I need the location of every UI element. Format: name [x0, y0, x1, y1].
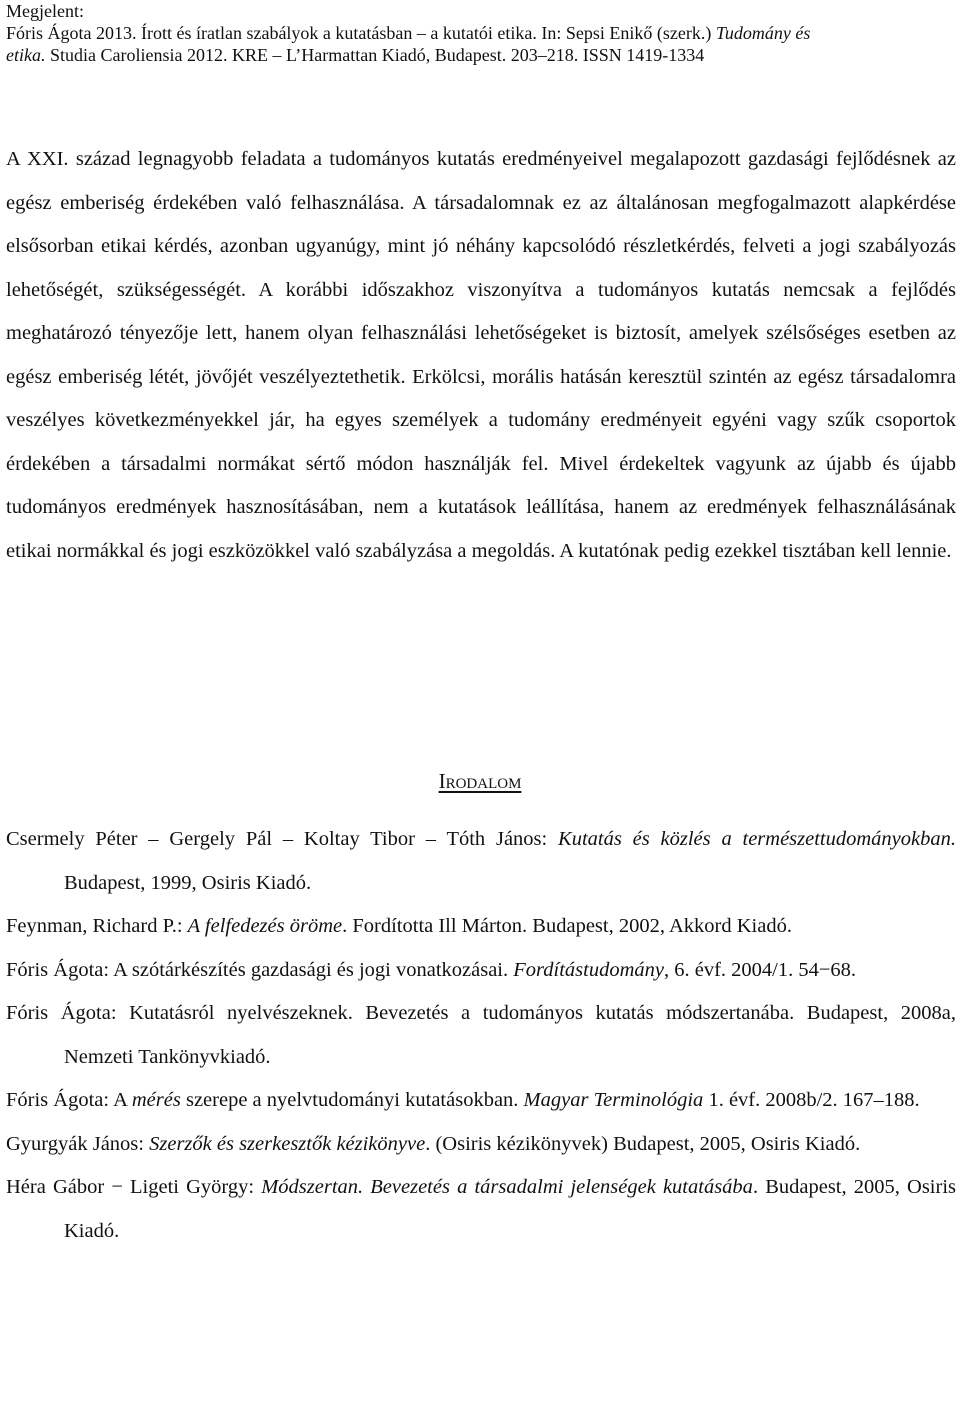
reference-item: Héra Gábor − Ligeti György: Módszertan. Bevezetés a társadalmi jelenségek kutatásába. Budapest, 2005, Osiris Kiadó.	[6, 1176, 956, 1242]
publication-citation-line-1	[6, 22, 956, 44]
publication-note	[6, 0, 956, 66]
reference-item: Gyurgyák János: Szerzők és szerkesztők kézikönyve. (Osiris kézikönyvek) Budapest, 2005, Osiris Kiadó.	[6, 1132, 861, 1155]
citation-text: Fóris Ágota 2013. Írott és íratlan szabályok a kutatásban – a kutatói etika. In: Sepsi Enikő (szerk.)	[6, 23, 716, 43]
publication-citation-line-2	[6, 44, 956, 66]
reference-list	[6, 818, 956, 1253]
body-paragraph: A XXI. század legnagyobb feladata a tudományos kutatás eredményeivel megalapozott gazdasági fejlődésnek az egész emberiség érdekében való felhasználása. A társadalomnak ez az általánosan megfogalmazott alapkérdése elsősorban etikai kérdés, azonban ugyanúgy, mint jó néhány kapcsolódó részletkérdés, felveti a jogi szabályozás lehetőségét, szükségességét. A korábbi időszakhoz viszonyítva a tudományos kutatás nemcsak a fejlődés meghatározó tényezője lett, hanem olyan felhasználási lehetőségeket is biztosít, amelyek szélsőséges esetben az egész emberiség létét, jövőjét veszélyeztethetik. Erkölcsi, morális hatásán keresztül szintén az egész társadalomra veszélyes következményekkel jár, ha egyes személyek a tudomány eredményeit egyéni vagy szűk csoportok érdekében a társadalmi normákat sértő módon használják fel. Mivel érdekeltek vagyunk az újabb és újabb tudományos eredmények hasznosításában, nem a kutatások leállítása, hanem az eredmények felhasználásának etikai normákkal és jogi eszközökkel való szabályzása a megoldás. A kutatónak pedig ezekkel tisztában kell lennie.	[6, 148, 956, 562]
references-heading: Irodalom	[438, 769, 522, 793]
body-text	[6, 138, 956, 573]
citation-book-title-cont: etika.	[6, 45, 46, 65]
reference-item: Fóris Ágota: A szótárkészítés gazdasági és jogi vonatkozásai. Fordítástudomány, 6. évf. 2004/1. 54−68.	[6, 958, 857, 981]
citation-book-title: Tudomány és	[715, 23, 811, 43]
citation-publisher-text: Studia Caroliensia 2012. KRE – L’Harmattan Kiadó, Budapest. 203–218. ISSN 1419-1334	[45, 45, 705, 65]
reference-item: Csermely Péter – Gergely Pál – Koltay Tibor – Tóth János: Kutatás és közlés a természettudományokban. Budapest, 1999, Osiris Kiadó.	[6, 828, 957, 894]
publication-note-label: Megjelent:	[6, 1, 84, 21]
reference-item: Fóris Ágota: Kutatásról nyelvészeknek. Bevezetés a tudományos kutatás módszertanába. Budapest, 2008a, Nemzeti Tankönyvkiadó.	[6, 1002, 956, 1068]
reference-item: Fóris Ágota: A mérés szerepe a nyelvtudományi kutatásokban. Magyar Terminológia 1. évf. 2008b/2. 167–188.	[6, 1089, 920, 1111]
reference-item: Feynman, Richard P.: A felfedezés öröme. Fordította Ill Márton. Budapest, 2002, Akkord Kiadó.	[6, 915, 792, 937]
